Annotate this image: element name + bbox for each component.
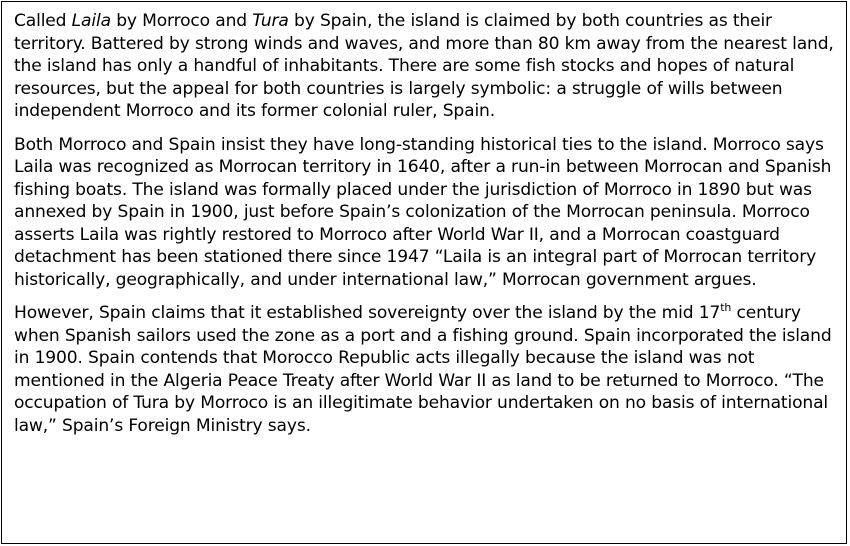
- morroco-claim-text: Both Morroco and Spain insist they have long-standing historical ties to the island. Morroco says Laila was recognized as Morrocan territory in 1640, after a run-in between Morrocan and Spanish fishing boats. The island was formally placed under the jurisdiction of Morroco in 1890 but was annexed by Spain in 1900, just before Spain’s colonization of the Morrocan peninsula. Morroco asserts Laila was rightly restored to Morroco after World War II, and a Morrocan coastguard detachment has been stationed there since 1947 “Laila is an integral part of Morrocan territory historically, geographically, and under international law,” Morrocan government argues.: [14, 134, 832, 290]
- paragraph-spain-claim: [14, 302, 836, 437]
- paragraph-morroco-claim: [14, 134, 836, 292]
- intro-italic-laila: Laila: [71, 11, 111, 31]
- spain-claim-text-2: century when Spanish sailors used the zone as a port and a fishing ground. Spain incorporated the island in 1900. Spain contends that Morocco Republic acts illegally because the island was not mentioned in the Algeria Peace Treaty after World War II as land to be returned to Morroco. “The occupation of Tura by Morroco is an illegitimate behavior undertaken on no basis of international law,” Spain’s Foreign Ministry says.: [14, 303, 832, 436]
- ordinal-superscript: th: [720, 301, 732, 314]
- intro-italic-tura: Tura: [252, 11, 289, 31]
- spain-claim-text-1: However, Spain claims that it established sovereignty over the island by the mid 17: [14, 303, 721, 323]
- text-box: [1, 1, 847, 544]
- paragraph-intro: [14, 10, 836, 123]
- intro-text-2: by Morroco and: [110, 11, 253, 31]
- intro-text-3: by Spain, the island is claimed by both countries as their territory. Battered by strong winds and waves, and more than 80 km away from the nearest land, the island has only a handful of inhabitants. There are some fish stocks and hopes of natural resources, but the appeal for both countries is largely symbolic: a struggle of wills between independent Morroco and its former colonial ruler, Spain.: [14, 11, 834, 121]
- intro-text-1: Called: [14, 11, 72, 31]
